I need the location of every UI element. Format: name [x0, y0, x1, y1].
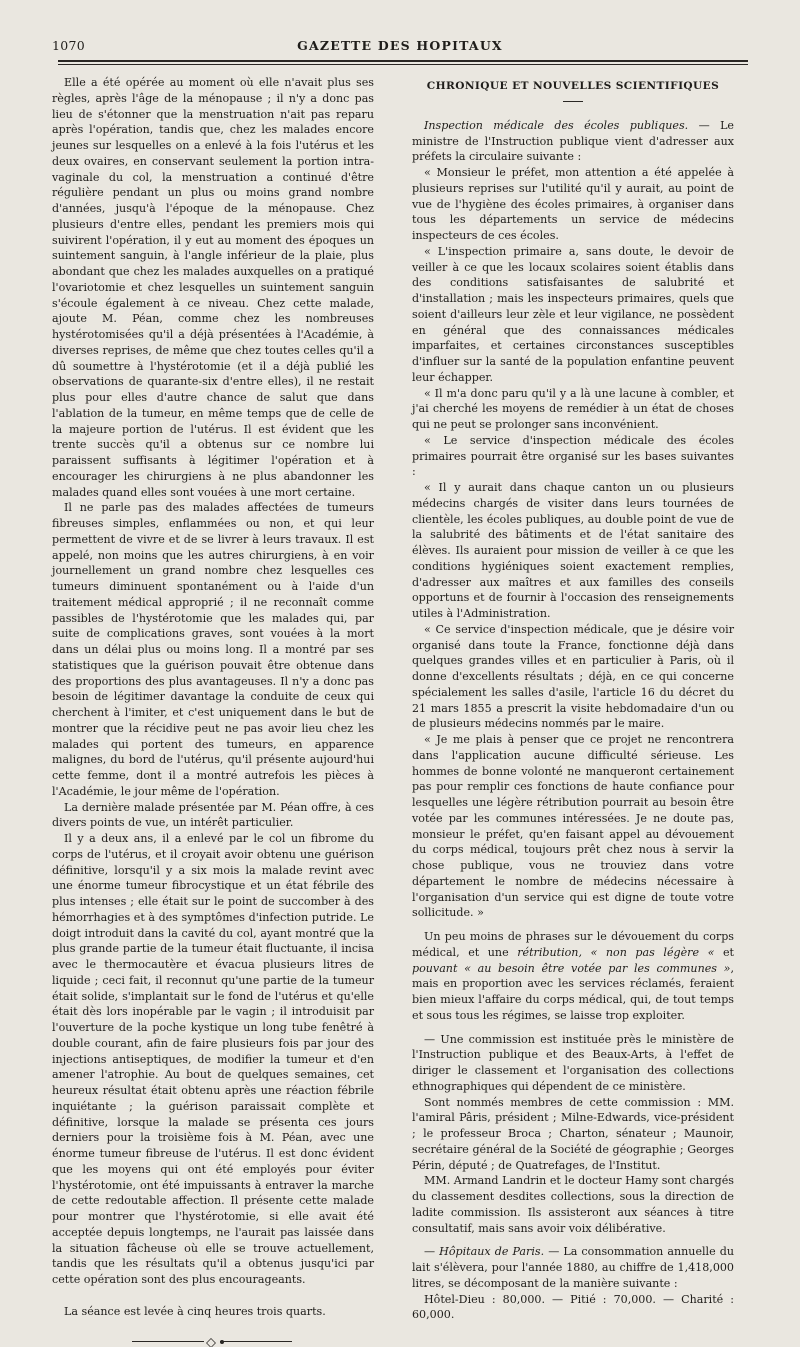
- left-column: [52, 75, 374, 1346]
- commission-paragraph: — Une commission est instituée près le ministère de l'Instruction publique et des Beaux-Arts, à l'effet de diriger le classement et l'organisation des collections ethnographiques qui dépendent de ce ministère.: [412, 1032, 734, 1093]
- circular-paragraph: « Il m'a donc paru qu'il y a là une lacune à combler, et j'ai cherché les moyens de remédier à un état de choses qui ne peut se prolonger sans inconvénient.: [412, 386, 734, 431]
- section-end-ornament: [132, 1338, 292, 1346]
- seance-closing: La séance est levée à cinq heures trois quarts.: [64, 1304, 326, 1318]
- editorial-commentary: [412, 929, 734, 1024]
- left-paragraph: Il ne parle pas des malades affectées de tumeurs fibreuses simples, enflammées ou non, et qui leur permettent de vivre et de se livrer à leurs travaux. Il est appelé, non moins que les autres chirurgiens, à en voir journellement un grand nombre chez lesquelles ces tumeurs diminuent spontanément ou à l'aide d'un traitement médical approprié ; il ne reconnaît comme passibles de l'hystérotomie que les malades qui, par suite de complications graves, sont vouées à la mort dans un délai plus ou moins long. Il a montré par ses statistiques que la guérison pouvait être obtenue dans des proportions des plus avantageuses. Il n'y a donc pas besoin de légitimer davantage la conduite de ceux qui cherchent à l'imiter, et c'est uniquement dans le but de montrer que la récidive peut ne pas avoir lieu chez les malades qui portent des tumeurs, en apparence malignes, du bord de l'utérus, qu'il présente aujourd'hui cette femme, dont il a montré autrefois les pièces à l'Académie, le jour même de l'opération.: [52, 501, 374, 798]
- commentary-text: Un peu moins de phrases sur le dévouement du corps médical, et une: [412, 930, 734, 959]
- commission-paragraph: Sont nommés membres de cette commission : MM. l'amiral Pâris, président ; Milne-Edwards, vice-président ; le professeur Broca ; Charton, sénateur ; Maunoir, secrétaire général de la Société de géographie ; Georges Périn, député ; de Quatrefages, de l'Institut.: [412, 1095, 734, 1172]
- left-paragraph: Elle a été opérée au moment où elle n'avait plus ses règles, après l'âge de la ménopause ; il n'y a donc pas lieu de s'étonner que la menstruation n'ait pas reparu après l'opération, tandis que, chez les malades encore jeunes sur lesquelles on a enlevé à la fois l'utérus et les deux ovaires, en conservant seulement la portion intra-vaginale du col, la menstruation a continué d'être régulière pendant un plus ou moins grand nombre d'années, jusqu'à l'époque de la ménopause. Chez plusieurs d'entre elles, pendant les premiers mois qui suivirent l'opération, il y eut au moment des époques un suintement sanguin, à l'angle inférieur de la plaie, plus abondant que chez les malades auxquelles on a pratiqué l'ovariotomie et chez lesquelles un suintement sanguin s'écoule également à ce niveau. Chez cette malade, ajoute M. Péan, comme chez les nombreuses hystérotomisées qu'il a déjà présentées à l'Académie, à diverses reprises, de même que chez toutes celles qu'il a dû soumettre à l'hystérotomie (et il a déjà publié les observations de quarante-six d'entre elles), il ne restait plus pour elles d'autre chance de salut que dans l'ablation de la tumeur, en même temps que de celle de la majeure portion de l'utérus. Il est évident que les trente succès qu'il a obtenus sur ce nombre lui paraissent suffisants à légitimer l'opération et à encourager les chirurgiens à ne plus abandonner les malades quand elles sont vouées à une mort certaine.: [52, 76, 374, 499]
- page-header: [52, 38, 748, 56]
- circular-paragraph: « Monsieur le préfet, mon attention a été appelée à plusieurs reprises sur l'utilité qu'il y aurait, au point de vue de l'hygiène des écoles primaires, à organiser dans tous les départements un service de médecins inspecteurs de ces écoles.: [412, 166, 734, 242]
- header-rule-thin: [58, 64, 748, 65]
- commentary-text: et: [714, 945, 734, 959]
- commentary-text: , mais en proportion avec les services réclamés, feraient bien mieux l'affaire du corps médical, qui, de tout temps et sous tous les régimes, se laisse trop exploiter.: [412, 961, 734, 1022]
- section-title: CHRONIQUE ET NOUVELLES SCIENTIFIQUES: [426, 80, 720, 92]
- item-text: — La consommation annuelle du lait s'élèvera, pour l'année 1880, au chiffre de 1,418,000 litres, se décomposant de la manière suivante :: [412, 1245, 734, 1290]
- news-item-inspection: [412, 118, 734, 165]
- right-column: [412, 75, 734, 1323]
- item-heading: Hôpitaux de Paris.: [439, 1245, 545, 1259]
- item-heading: Inspection médicale des écoles publiques.: [424, 118, 689, 132]
- commentary-emphasis: pouvant « au besoin être votée par les communes »: [412, 961, 731, 975]
- circular-paragraph: « Ce service d'inspection médicale, que je désire voir organisé dans toute la France, fonctionne déjà dans quelques grandes villes et en particulier à Paris, où il donne d'excellents résultats ; déjà, en ce qui concerne spécialement les salles d'asile, l'article 16 du décret du 21 mars 1855 a prescrit la visite hebdomadaire d'un ou de plusieurs médecins nommés par le maire.: [412, 622, 734, 731]
- circular-paragraph: « Il y aurait dans chaque canton un ou plusieurs médecins chargés de visiter dans leurs tournées de clientèle, les écoles publiques, au double point de vue de la salubrité des bâtiments et de l'état sanitaire des élèves. Ils auraient pour mission de veiller à ce que les conditions hygiéniques soient exactement remplies, d'adresser aux maîtres et aux familles des conseils opportuns et de fournir à l'occasion des renseignements utiles à l'Administration.: [412, 481, 734, 620]
- circular-paragraph: « Je me plais à penser que ce projet ne rencontrera dans l'application aucune difficulté sérieuse. Les hommes de bonne volonté ne manqueront certainement pas pour remplir ces fonctions de haute confiance pour lesquelles une légère rétribution pourrait au besoin être votée par les communes intéressées. Je ne doute pas, monsieur le préfet, qu'en faisant appel au dévouement du corps médical, toujours prêt chez nous à servir la chose publique, vous ne trouviez dans votre département le nombre de médecins nécessaire à l'organisation d'un service qui est digne de toute votre sollicitude. »: [412, 733, 734, 920]
- left-paragraph: La dernière malade présentée par M. Péan offre, à ces divers points de vue, un intérêt particulier.: [52, 800, 374, 830]
- commission-paragraph: MM. Armand Landrin et le docteur Hamy sont chargés du classement desdites collections, sous la direction de ladite commission. Ils assisteront aux séances à titre consultatif, mais sans avoir voix délibérative.: [412, 1174, 734, 1235]
- left-paragraph: Il y a deux ans, il a enlevé par le col un fibrome du corps de l'utérus, et il croyait avoir obtenu une guérison définitive, lorsqu'il y a six mois la malade revint avec une énorme tumeur fibrocystique et un état fébrile des plus intenses ; elle était sur le point de succomber à des hémorrhagies et à des symptômes d'infection putride. Le doigt introduit dans la cavité du col, ayant montré que la plus grande partie de la tumeur était fluctuante, il incisa avec le thermocautère et évacua plusieurs litres de liquide ; ceci fait, il reconnut qu'une partie de la tumeur était solide, s'implantait sur le fond de l'utérus et qu'elle était dès lors inopérable par le vagin ; il introduisit par l'ouverture de la poche kystique un long tube fenêtré à double courant, afin de faire plusieurs fois par jour des injections antiseptiques, de modifier la tumeur et d'en amener l'atrophie. Au bout de quelques semaines, cet heureux résultat était obtenu après une réaction fébrile inquiétante ; la guérison paraissait complète et définitive, lorsque la malade se présenta ces jours derniers pour la troisième fois à M. Péan, avec une énorme tumeur fibreuse de l'utérus. Il est donc évident que les moyens qui ont été employés pour éviter l'hystérotomie, ont été impuissants à entraver la marche de cette redoutable affection. Il présente cette malade pour montrer que l'hystérotomie, si elle avait été acceptée depuis longtemps, ne l'aurait pas laissée dans la situation fâcheuse où elle se trouve actuellement, tandis que les résultats qu'il a obtenus jusqu'ici par cette opération sont des plus encourageants.: [52, 832, 374, 1286]
- running-title: GAZETTE DES HOPITAUX: [297, 38, 503, 53]
- page-number: 1070: [52, 38, 86, 53]
- commentary-emphasis: rétribution, « non pas légère «: [517, 945, 715, 959]
- circular-paragraph: « L'inspection primaire a, sans doute, le devoir de veiller à ce que les locaux scolaires soient établis dans des conditions satisfaisantes de salubrité et d'installation ; mais les inspecteurs primaires, quels que soient d'ailleurs leur zèle et leur vigilance, ne possèdent en général que des connaissances médicales imparfaites, et certaines circonstances susceptibles d'influer sur la santé de la population enfantine peuvent leur échapper.: [412, 244, 734, 384]
- circular-paragraph: « Le service d'inspection médicale des écoles primaires pourrait être organisé sur les bases suivantes :: [412, 433, 734, 479]
- title-divider: [563, 101, 583, 102]
- item-intro: — Le ministre de l'Instruction publique vient d'adresser aux préfets la circulaire suivante :: [412, 118, 734, 164]
- news-item-hopitaux: — Hôpitaux de Paris. — La consommation annuelle du lait s'élèvera, pour l'année 1880, au chiffre de 1,418,000 litres, se décomposant de la manière suivante :: [412, 1245, 734, 1290]
- header-rule-thick: [58, 60, 748, 62]
- milk-consumption-figures: Hôtel-Dieu : 80,000. — Pitié : 70,000. — Charité : 60,000.: [412, 1292, 734, 1322]
